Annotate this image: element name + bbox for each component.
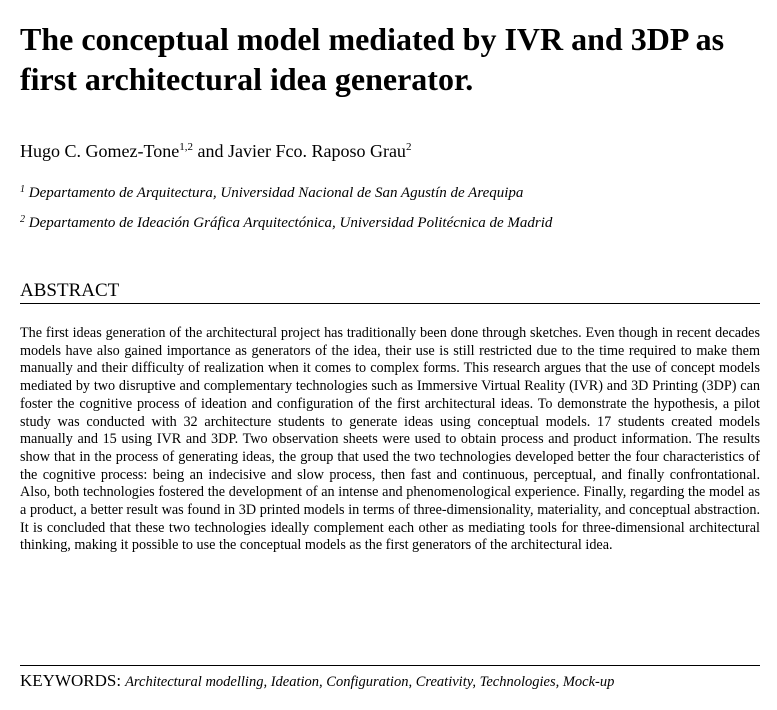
author-1-name: Hugo C. Gomez-Tone [20, 141, 180, 161]
affiliation-2-text: Departamento de Ideación Gráfica Arquitectónica, Universidad Politécnica de Madrid [28, 215, 553, 231]
author-2-affiliation-mark: 2 [405, 141, 412, 153]
affiliation-1-text: Departamento de Arquitectura, Universidad Nacional de San Agustín de Arequipa [28, 185, 524, 201]
affiliation-1-mark: 1 [20, 184, 25, 195]
author-1-affiliation-mark: 1,2 [179, 141, 193, 153]
keywords-list: Architectural modelling, Ideation, Configuration, Creativity, Technologies, Mock-up [125, 674, 615, 690]
keywords-line [20, 665, 760, 691]
keywords-label: KEYWORDS: [20, 671, 122, 690]
affiliation-2-mark: 2 [20, 214, 25, 225]
author-line [20, 140, 411, 162]
abstract-heading: ABSTRACT [20, 280, 760, 304]
author-connector: and [192, 141, 228, 161]
paper-title: The conceptual model mediated by IVR and 3DP as first architectural idea generator. [20, 21, 725, 97]
abstract-body: The first ideas generation of the architectural project has traditionally been done through sketches. Even though in recent decades models have also gained importance as generators of the idea, their use is still restricted due to the time required to make them manually and their difficulty of realization when it comes to complex forms. This research argues that the use of concept models mediated by two disruptive and complementary technologies such as Immersive Virtual Reality (IVR) and 3D Printing (3DP) can foster the cognitive process of ideation and configuration of the first architectural ideas. To demonstrate the hypothesis, a pilot study was conducted with 32 architecture students to generate ideas using conceptual models. 17 students created models manually and 15 using IVR and 3DP. Two observation sheets were used to obtain process and product information. The results show that in the process of generating ideas, the group that used the two technologies developed better the four characteristics of the cognitive process: being an indecisive and slow process, then fast and continuous, perceptual, and finally confrontational. Also, both technologies fostered the development of an intense and phenomenological experience. Finally, regarding the model as a product, a better result was found in 3D printed models in terms of three-dimensionality, materiality, and conceptual abstraction. It is concluded that these two technologies ideally complement each other as mediating tools for three-dimensional architectural thinking, making it possible to use the conceptual models as the first generators of the architectural idea. [20, 325, 760, 554]
affiliation-1 [20, 184, 523, 202]
author-2-name: Javier Fco. Raposo Grau [227, 141, 406, 161]
affiliation-2 [20, 214, 552, 232]
